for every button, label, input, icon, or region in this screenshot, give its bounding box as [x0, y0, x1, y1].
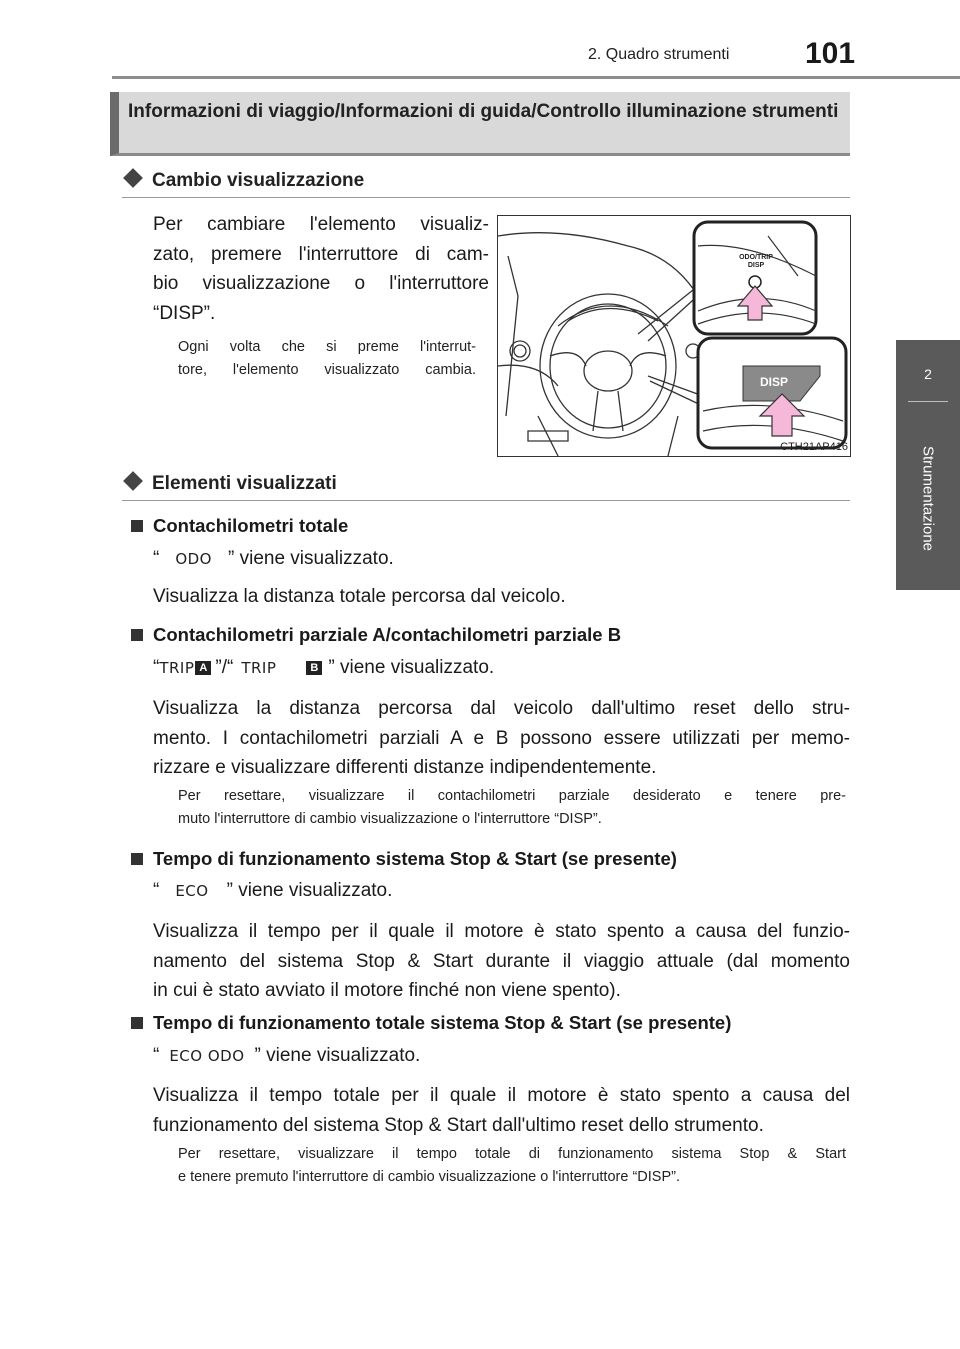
- item-heading-odometer: [131, 515, 851, 537]
- item-description: [153, 917, 850, 1006]
- subsection-heading-displayed-items: [122, 473, 842, 495]
- item-description: Visualizza la distanza totale percorsa dal veicolo.: [153, 586, 566, 607]
- diamond-bullet-icon: [123, 471, 143, 491]
- side-tab-divider: [908, 401, 948, 402]
- odo-indicator: ODO: [175, 550, 212, 568]
- odo-trip-disp-switch-label: [734, 254, 778, 270]
- quote-open: “: [153, 657, 160, 678]
- indicator-suffix: ” viene visualizzato.: [328, 657, 495, 678]
- header-section-title: 2. Quadro strumenti: [588, 46, 730, 63]
- chapter-label: Strumentazione: [919, 445, 937, 552]
- indicator-suffix: ” viene visualizzato.: [226, 880, 393, 901]
- body-line: Per cambiare l'elemento visualiz-: [153, 214, 489, 235]
- quote-open: “: [153, 548, 160, 569]
- desc-line: in cui è stato avviato il motore finché non viene spento).: [153, 980, 621, 1001]
- steering-wheel-dashboard-drawing: [498, 216, 850, 456]
- note-line: Ogni volta che si preme l'interrut-: [178, 339, 476, 355]
- subsection-rule: [122, 500, 850, 501]
- quote-open: “: [153, 1045, 160, 1066]
- subsection-heading-text: Cambio visualizzazione: [152, 170, 365, 191]
- desc-line: Visualizza il tempo totale per il quale il motore è stato spento a causa del: [153, 1085, 850, 1106]
- item-heading-stop-start-time: [131, 848, 851, 870]
- header-rule: [112, 76, 960, 79]
- desc-line: mento. I contachilometri parziali A e B possono essere utilizzati per memo-: [153, 727, 850, 749]
- item-indicator-line: [153, 657, 494, 679]
- desc-line: Visualizza il tempo per il quale il motore è stato spento a causa del funzio-: [153, 921, 850, 942]
- item-heading-text: Tempo di funzionamento totale sistema Stop & Start (se presente): [153, 1012, 732, 1033]
- indicator-suffix: ” viene visualizzato.: [254, 1045, 421, 1066]
- body-line: zato, premere l'interruttore di cam-: [153, 243, 489, 265]
- callout-label-disp-small: DISP: [747, 262, 765, 269]
- item-indicator-line: [153, 1045, 420, 1067]
- item-heading-stop-start-total-time: [131, 1012, 851, 1034]
- trip-b-indicator: TRIP: [241, 659, 277, 677]
- desc-line: funzionamento del sistema Stop & Start dall'ultimo reset dello strumento.: [153, 1114, 764, 1136]
- note-line: muto l'interruttore di cambio visualizzazione o l'interruttore “DISP”.: [178, 811, 602, 827]
- item-note: [178, 785, 846, 831]
- desc-line: rizzare e visualizzare differenti distanze indipendentemente.: [153, 757, 657, 778]
- square-bullet-icon: [131, 520, 143, 532]
- item-note: [178, 1143, 846, 1189]
- change-display-body: [153, 210, 489, 328]
- page-number: 101: [804, 37, 856, 70]
- illustration-code: CTH21AP416: [780, 441, 848, 453]
- subsection-heading-text: Elementi visualizzati: [152, 473, 337, 494]
- section-title: Informazioni di viaggio/Informazioni di guida/Controllo illuminazione strumenti: [128, 101, 839, 122]
- item-indicator-line: [153, 548, 394, 570]
- item-heading-text: Contachilometri parziale A/contachilometri parziale B: [153, 624, 622, 645]
- quote-open: “: [153, 880, 160, 901]
- note-line: e tenere premuto l'interruttore di cambio visualizzazione o l'interruttore “DISP”.: [178, 1169, 680, 1185]
- indicator-separator: ”/“: [215, 657, 234, 678]
- indicator-suffix: ” viene visualizzato.: [228, 548, 394, 569]
- square-bullet-icon: [131, 1017, 143, 1029]
- trip-a-tag: A: [195, 661, 211, 675]
- chapter-number: 2: [924, 366, 932, 382]
- body-line: bio visualizzazione o l'interruttore: [153, 273, 489, 294]
- square-bullet-icon: [131, 629, 143, 641]
- desc-line: namento del sistema Stop & Start durante il viaggio attuale (dal momento: [153, 950, 850, 972]
- trip-a-indicator: TRIP: [159, 659, 195, 677]
- item-heading-text: Contachilometri totale: [153, 515, 349, 536]
- body-line: “DISP”.: [153, 302, 216, 324]
- item-heading-trip-meters: [131, 624, 851, 646]
- note-line: tore, l'elemento visualizzato cambia.: [178, 362, 476, 378]
- eco-odo-indicator: ECO ODO: [169, 1047, 245, 1065]
- dashboard-illustration: [497, 215, 851, 457]
- eco-indicator: ECO: [175, 882, 209, 900]
- square-bullet-icon: [131, 853, 143, 865]
- note-line: Per resettare, visualizzare il contachilometri parziale desiderato e tenere pre-: [178, 788, 846, 804]
- callout-label-odo-trip: ODO/TRIP: [739, 254, 773, 261]
- item-description: [153, 1081, 850, 1140]
- item-description: [153, 694, 850, 783]
- desc-line: Visualizza la distanza percorsa dal veicolo dall'ultimo reset dello stru-: [153, 698, 850, 719]
- item-heading-text: Tempo di funzionamento sistema Stop & Start (se presente): [153, 848, 677, 869]
- trip-b-tag: B: [306, 661, 322, 675]
- change-display-note: [178, 336, 476, 382]
- diamond-bullet-icon: [123, 168, 143, 188]
- note-line: Per resettare, visualizzare il tempo totale di funzionamento sistema Stop & Start: [178, 1146, 846, 1162]
- item-indicator-line: [153, 880, 392, 902]
- subsection-heading-change-display: [122, 170, 842, 192]
- disp-button-label: DISP: [760, 375, 789, 389]
- subsection-rule: [122, 197, 850, 198]
